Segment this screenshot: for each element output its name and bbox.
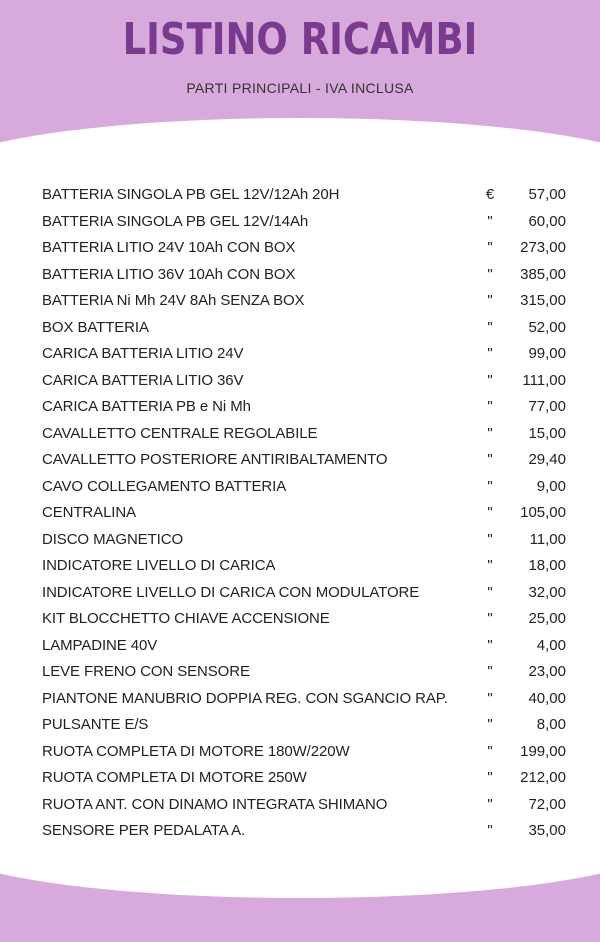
item-price: 57,00 xyxy=(528,186,566,203)
item-name: KIT BLOCCHETTO CHIAVE ACCENSIONE xyxy=(42,610,330,627)
price-row xyxy=(0,345,600,371)
currency-mark: " xyxy=(487,822,493,839)
item-price: 111,00 xyxy=(522,371,566,389)
price-row xyxy=(0,504,600,530)
item-price: 212,00 xyxy=(520,769,566,786)
price-row xyxy=(0,186,600,212)
item-name: CAVALLETTO CENTRALE REGOLABILE xyxy=(42,424,318,442)
currency-mark: " xyxy=(487,424,493,442)
currency-mark: " xyxy=(487,636,493,654)
item-name: INDICATORE LIVELLO DI CARICA CON MODULATORE xyxy=(42,583,420,601)
item-price: 72,00 xyxy=(528,795,566,813)
currency-mark: " xyxy=(487,795,493,813)
currency-mark: " xyxy=(487,557,493,574)
currency-mark: " xyxy=(487,345,493,362)
currency-mark: " xyxy=(487,716,493,733)
item-price: 32,00 xyxy=(528,583,566,601)
currency-mark: " xyxy=(487,398,493,415)
item-name: DISCO MAGNETICO xyxy=(42,530,184,548)
price-row xyxy=(0,796,600,822)
item-name: BOX BATTERIA xyxy=(42,318,149,336)
item-price: 99,00 xyxy=(528,345,566,362)
currency-mark: " xyxy=(487,477,493,495)
currency-mark: " xyxy=(487,292,493,309)
item-name: CARICA BATTERIA LITIO 36V xyxy=(42,371,244,389)
item-name: BATTERIA Ni Mh 24V 8Ah SENZA BOX xyxy=(42,292,305,309)
currency-mark: " xyxy=(487,583,493,601)
item-price: 23,00 xyxy=(528,663,566,680)
currency-mark: " xyxy=(487,689,493,707)
item-price: 52,00 xyxy=(528,318,566,336)
item-price: 60,00 xyxy=(528,212,566,230)
item-price: 29,40 xyxy=(528,451,566,468)
currency-mark: " xyxy=(487,663,493,680)
item-price: 315,00 xyxy=(520,292,566,309)
price-row xyxy=(0,239,600,265)
currency-mark: " xyxy=(487,610,493,627)
price-row xyxy=(0,266,600,292)
page-title: LISTINO RICAMBI xyxy=(122,14,478,65)
price-row xyxy=(0,372,600,398)
item-price: 18,00 xyxy=(528,557,566,574)
price-row xyxy=(0,663,600,689)
currency-mark: " xyxy=(487,265,493,283)
item-price: 4,00 xyxy=(536,636,566,654)
item-name: RUOTA COMPLETA DI MOTORE 250W xyxy=(42,769,307,786)
item-name: INDICATORE LIVELLO DI CARICA xyxy=(42,557,276,574)
price-row xyxy=(0,716,600,742)
item-name: CAVO COLLEGAMENTO BATTERIA xyxy=(42,477,287,495)
item-price: 15,00 xyxy=(528,424,566,442)
price-row xyxy=(0,213,600,239)
item-name: BATTERIA SINGOLA PB GEL 12V/14Ah xyxy=(42,212,309,230)
item-price: 199,00 xyxy=(520,742,566,760)
price-row xyxy=(0,478,600,504)
item-price: 40,00 xyxy=(528,689,566,707)
price-row xyxy=(0,292,600,318)
price-row xyxy=(0,743,600,769)
currency-mark: " xyxy=(487,318,493,336)
currency-mark: " xyxy=(487,239,493,256)
item-price: 9,00 xyxy=(536,477,566,495)
item-price: 25,00 xyxy=(528,610,566,627)
item-name: CAVALLETTO POSTERIORE ANTIRIBALTAMENTO xyxy=(42,451,388,468)
price-row xyxy=(0,557,600,583)
price-row xyxy=(0,822,600,848)
item-price: 273,00 xyxy=(520,239,566,256)
price-row xyxy=(0,610,600,636)
currency-mark: " xyxy=(487,451,493,468)
currency-mark: " xyxy=(487,530,493,548)
item-name: CARICA BATTERIA LITIO 24V xyxy=(42,345,244,362)
item-name: RUOTA ANT. CON DINAMO INTEGRATA SHIMANO xyxy=(42,795,388,813)
item-price: 8,00 xyxy=(536,716,566,733)
currency-mark: € xyxy=(485,186,495,203)
price-row xyxy=(0,637,600,663)
price-row xyxy=(0,584,600,610)
item-name: LAMPADINE 40V xyxy=(42,636,158,654)
price-row xyxy=(0,398,600,424)
price-row xyxy=(0,451,600,477)
item-price: 105,00 xyxy=(520,504,566,521)
item-name: SENSORE PER PEDALATA A. xyxy=(42,822,246,839)
page-subtitle: PARTI PRINCIPALI - IVA INCLUSA xyxy=(186,80,414,96)
currency-mark: " xyxy=(487,371,493,389)
currency-mark: " xyxy=(487,212,493,230)
currency-mark: " xyxy=(487,742,493,760)
price-row xyxy=(0,531,600,557)
item-name: BATTERIA LITIO 24V 10Ah CON BOX xyxy=(42,239,296,256)
item-name: CARICA BATTERIA PB e Ni Mh xyxy=(42,398,251,415)
item-name: PULSANTE E/S xyxy=(42,716,149,733)
item-name: PIANTONE MANUBRIO DOPPIA REG. CON SGANCIO RAP. xyxy=(42,689,448,707)
item-name: CENTRALINA xyxy=(42,504,137,521)
price-row xyxy=(0,769,600,795)
item-name: RUOTA COMPLETA DI MOTORE 180W/220W xyxy=(42,742,350,760)
item-price: 77,00 xyxy=(528,398,566,415)
item-name: LEVE FRENO CON SENSORE xyxy=(42,663,250,680)
currency-mark: " xyxy=(487,504,493,521)
currency-mark: " xyxy=(487,769,493,786)
item-price: 11,00 xyxy=(529,530,566,548)
price-row xyxy=(0,425,600,451)
item-name: BATTERIA SINGOLA PB GEL 12V/12Ah 20H xyxy=(42,186,340,203)
item-price: 35,00 xyxy=(528,822,566,839)
item-name: BATTERIA LITIO 36V 10Ah CON BOX xyxy=(42,265,296,283)
item-price: 385,00 xyxy=(520,265,566,283)
price-row xyxy=(0,319,600,345)
price-row xyxy=(0,690,600,716)
